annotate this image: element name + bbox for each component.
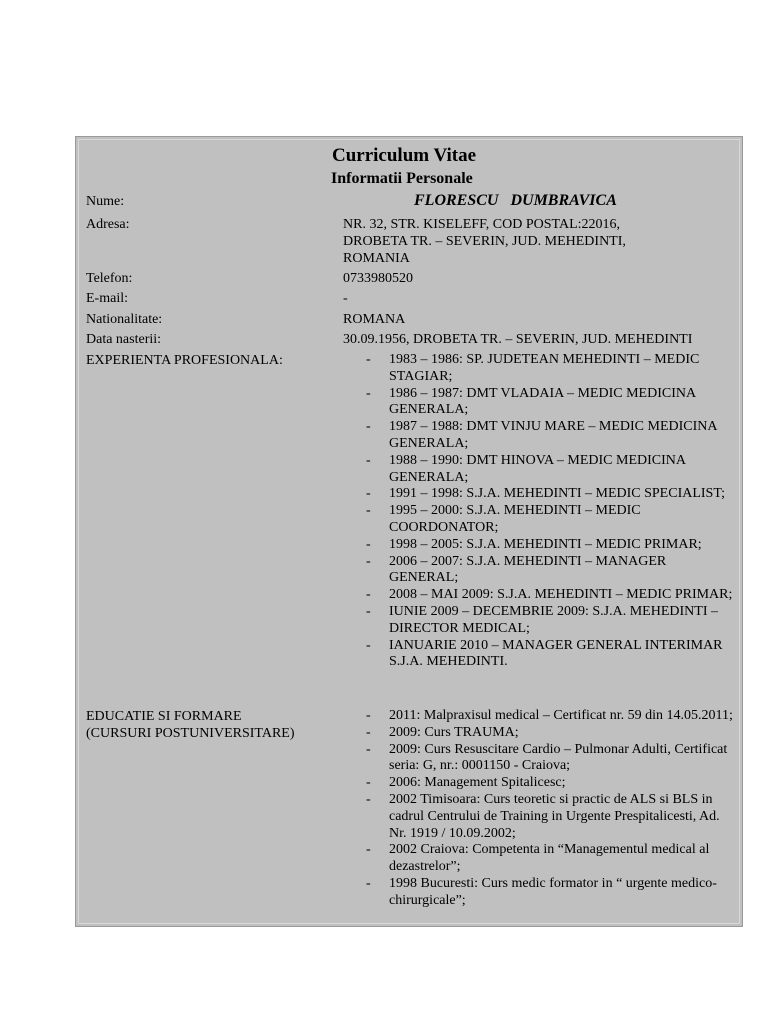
address-value [343, 216, 734, 267]
name-value: FLORESCU DUMBRAVICA [414, 192, 617, 209]
education-label-line: (CURSURI POSTUNIVERSITARE) [86, 726, 295, 741]
education-item: - 2006: Management Spitalicesc; [366, 775, 734, 792]
birth-date-label: Data nasterii: [86, 332, 162, 347]
nationality-label: Nationalitate: [86, 312, 163, 327]
address-line: ROMANIA [343, 251, 410, 266]
education-list [366, 708, 734, 910]
experience-list [366, 352, 734, 671]
experience-item: - 1998 – 2005: S.J.A. MEHEDINTI – MEDIC PRIMAR; [366, 537, 734, 554]
experience-item: - 1983 – 1986: SP. JUDETEAN MEHEDINTI – MEDIC STAGIAR; [366, 352, 734, 386]
education-label [86, 708, 336, 742]
cv-panel [75, 136, 743, 927]
education-item: - 2002 Timisoara: Curs teoretic si practic de ALS si BLS in cadrul Centrului de Training in Urgente Prespitalicesti, Ad. Nr. 1919 / 10.09.2002; [366, 792, 734, 842]
experience-label: EXPERIENTA PROFESIONALA: [86, 353, 283, 368]
experience-item: - 1986 – 1987: DMT VLADAIA – MEDIC MEDICINA GENERALA; [366, 386, 734, 420]
row-experience [86, 352, 734, 707]
education-item: - 2011: Malpraxisul medical – Certificat nr. 59 din 14.05.2011; [366, 708, 734, 725]
address-line: NR. 32, STR. KISELEFF, COD POSTAL:22016, [343, 217, 621, 232]
experience-item: - IUNIE 2009 – DECEMBRIE 2009: S.J.A. MEHEDINTI – DIRECTOR MEDICAL; [366, 604, 734, 638]
education-item: - 1998 Bucuresti: Curs medic formator in “ urgente medico-chirurgicale”; [366, 876, 734, 910]
experience-item: - IANUARIE 2010 – MANAGER GENERAL INTERIMAR S.J.A. MEHEDINTI. [366, 638, 734, 672]
education-item: - 2009: Curs Resuscitare Cardio – Pulmonar Adulti, Certificat seria: G, nr.: 0001150 - Craiova; [366, 742, 734, 776]
phone-label: Telefon: [86, 271, 133, 286]
birth-date-value: 30.09.1956, DROBETA TR. – SEVERIN, JUD. MEHEDINTI [343, 332, 693, 347]
address-label: Adresa: [86, 217, 130, 232]
education-item: - 2009: Curs TRAUMA; [366, 725, 734, 742]
experience-item: - 1988 – 1990: DMT HINOVA – MEDIC MEDICINA GENERALA; [366, 453, 734, 487]
experience-item: - 1991 – 1998: S.J.A. MEHEDINTI – MEDIC SPECIALIST; [366, 486, 734, 503]
experience-item: - 2006 – 2007: S.J.A. MEHEDINTI – MANAGER GENERAL; [366, 554, 734, 588]
address-line: DROBETA TR. – SEVERIN, JUD. MEHEDINTI, [343, 234, 626, 249]
education-label-line: EDUCATIE SI FORMARE [86, 709, 242, 724]
experience-item: - 1995 – 2000: S.J.A. MEHEDINTI – MEDIC COORDONATOR; [366, 503, 734, 537]
phone-value: 0733980520 [343, 271, 413, 286]
experience-item: - 1987 – 1988: DMT VINJU MARE – MEDIC MEDICINA GENERALA; [366, 419, 734, 453]
email-value: - [343, 291, 348, 306]
name-label: Nume: [86, 194, 125, 209]
education-item: - 2002 Craiova: Competenta in “Managementul medical al dezastrelor”; [366, 842, 734, 876]
row-education [86, 708, 734, 927]
section-heading-personal-info: Informatii Personale [331, 170, 473, 187]
nationality-value: ROMANA [343, 312, 406, 327]
email-label: E-mail: [86, 291, 128, 306]
cv-title: Curriculum Vitae [332, 145, 477, 166]
experience-item: - 2008 – MAI 2009: S.J.A. MEHEDINTI – MEDIC PRIMAR; [366, 587, 734, 604]
